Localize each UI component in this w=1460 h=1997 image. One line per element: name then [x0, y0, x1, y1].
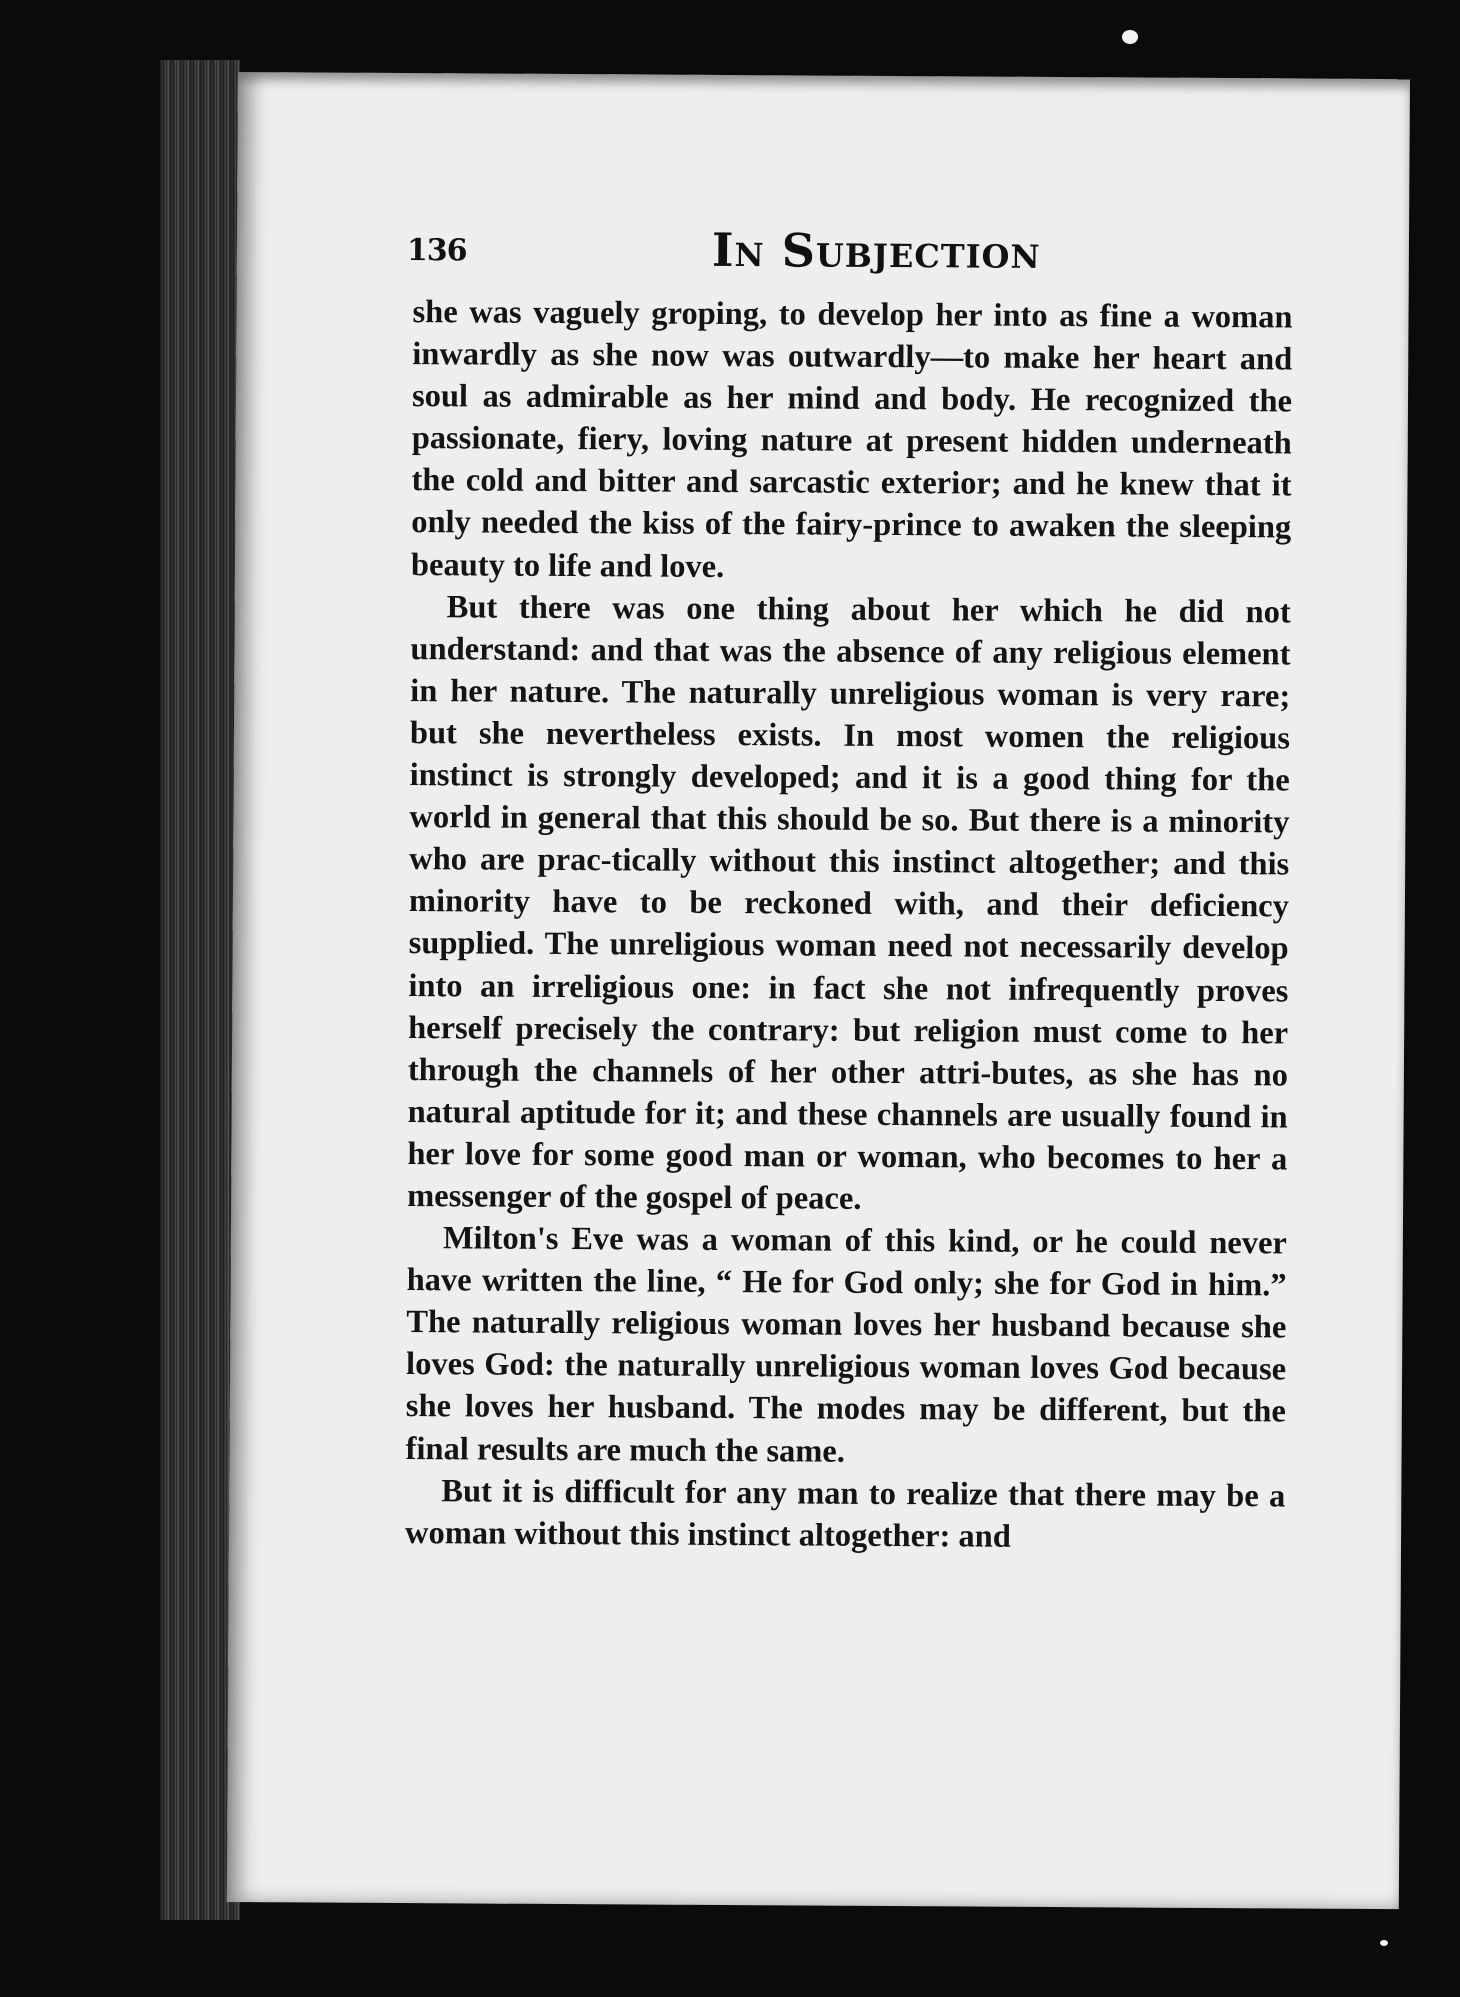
running-head: In Subjection [711, 222, 1041, 279]
paragraph: she was vaguely groping, to develop her into as fine a woman inwardly as she now was outwardly—to make her heart and soul as admirable as her mind and body. He recognized the passionate, fiery, loving nature at present hidden underneath the cold and bitter and sarcastic exterior; and he knew that it only needed the kiss of the fairy-prince to awaken the sleeping beauty to life and love. [410, 294, 1293, 585]
scan-speck [1122, 30, 1138, 44]
body-text [405, 291, 1293, 1559]
page-header [407, 221, 1227, 296]
scan-speck [1380, 1940, 1388, 1946]
page-number: 136 [406, 233, 467, 269]
paragraph: Milton's Eve was a woman of this kind, or he could never have written the line, “ He for God only; she for God in him.” The naturally religious woman loves her husband because she loves God: the naturally unreligious woman loves God because she loves her husband. The modes may be different, but the final results are much the same. [405, 1220, 1287, 1470]
paragraph: But there was one thing about her which he did not understand: and that was the absence of any religious element in her nature. The naturally unreligious woman is very rare; but she nevertheless exists. In most women the religious instinct is strongly developed; and it is a good thing for the world in general that this should be so. But there is a minority who are prac-tically without this instinct altogether; and this minority have to be reckoned with, and their deficiency supplied. The unreligious woman need not necessarily develop into an irreligious one: in fact she not infrequently proves herself precisely the contrary: but religion must come to her through the channels of her other attri-butes, as she has no natural aptitude for it; and these channels are usually found in her love for some good man or woman, who becomes to her a messenger of the gospel of peace. [407, 588, 1291, 1217]
book-page [227, 72, 1410, 1909]
paragraph: But it is difficult for any man to realize that there may be a woman without this instinct altogether: and [404, 1472, 1286, 1555]
